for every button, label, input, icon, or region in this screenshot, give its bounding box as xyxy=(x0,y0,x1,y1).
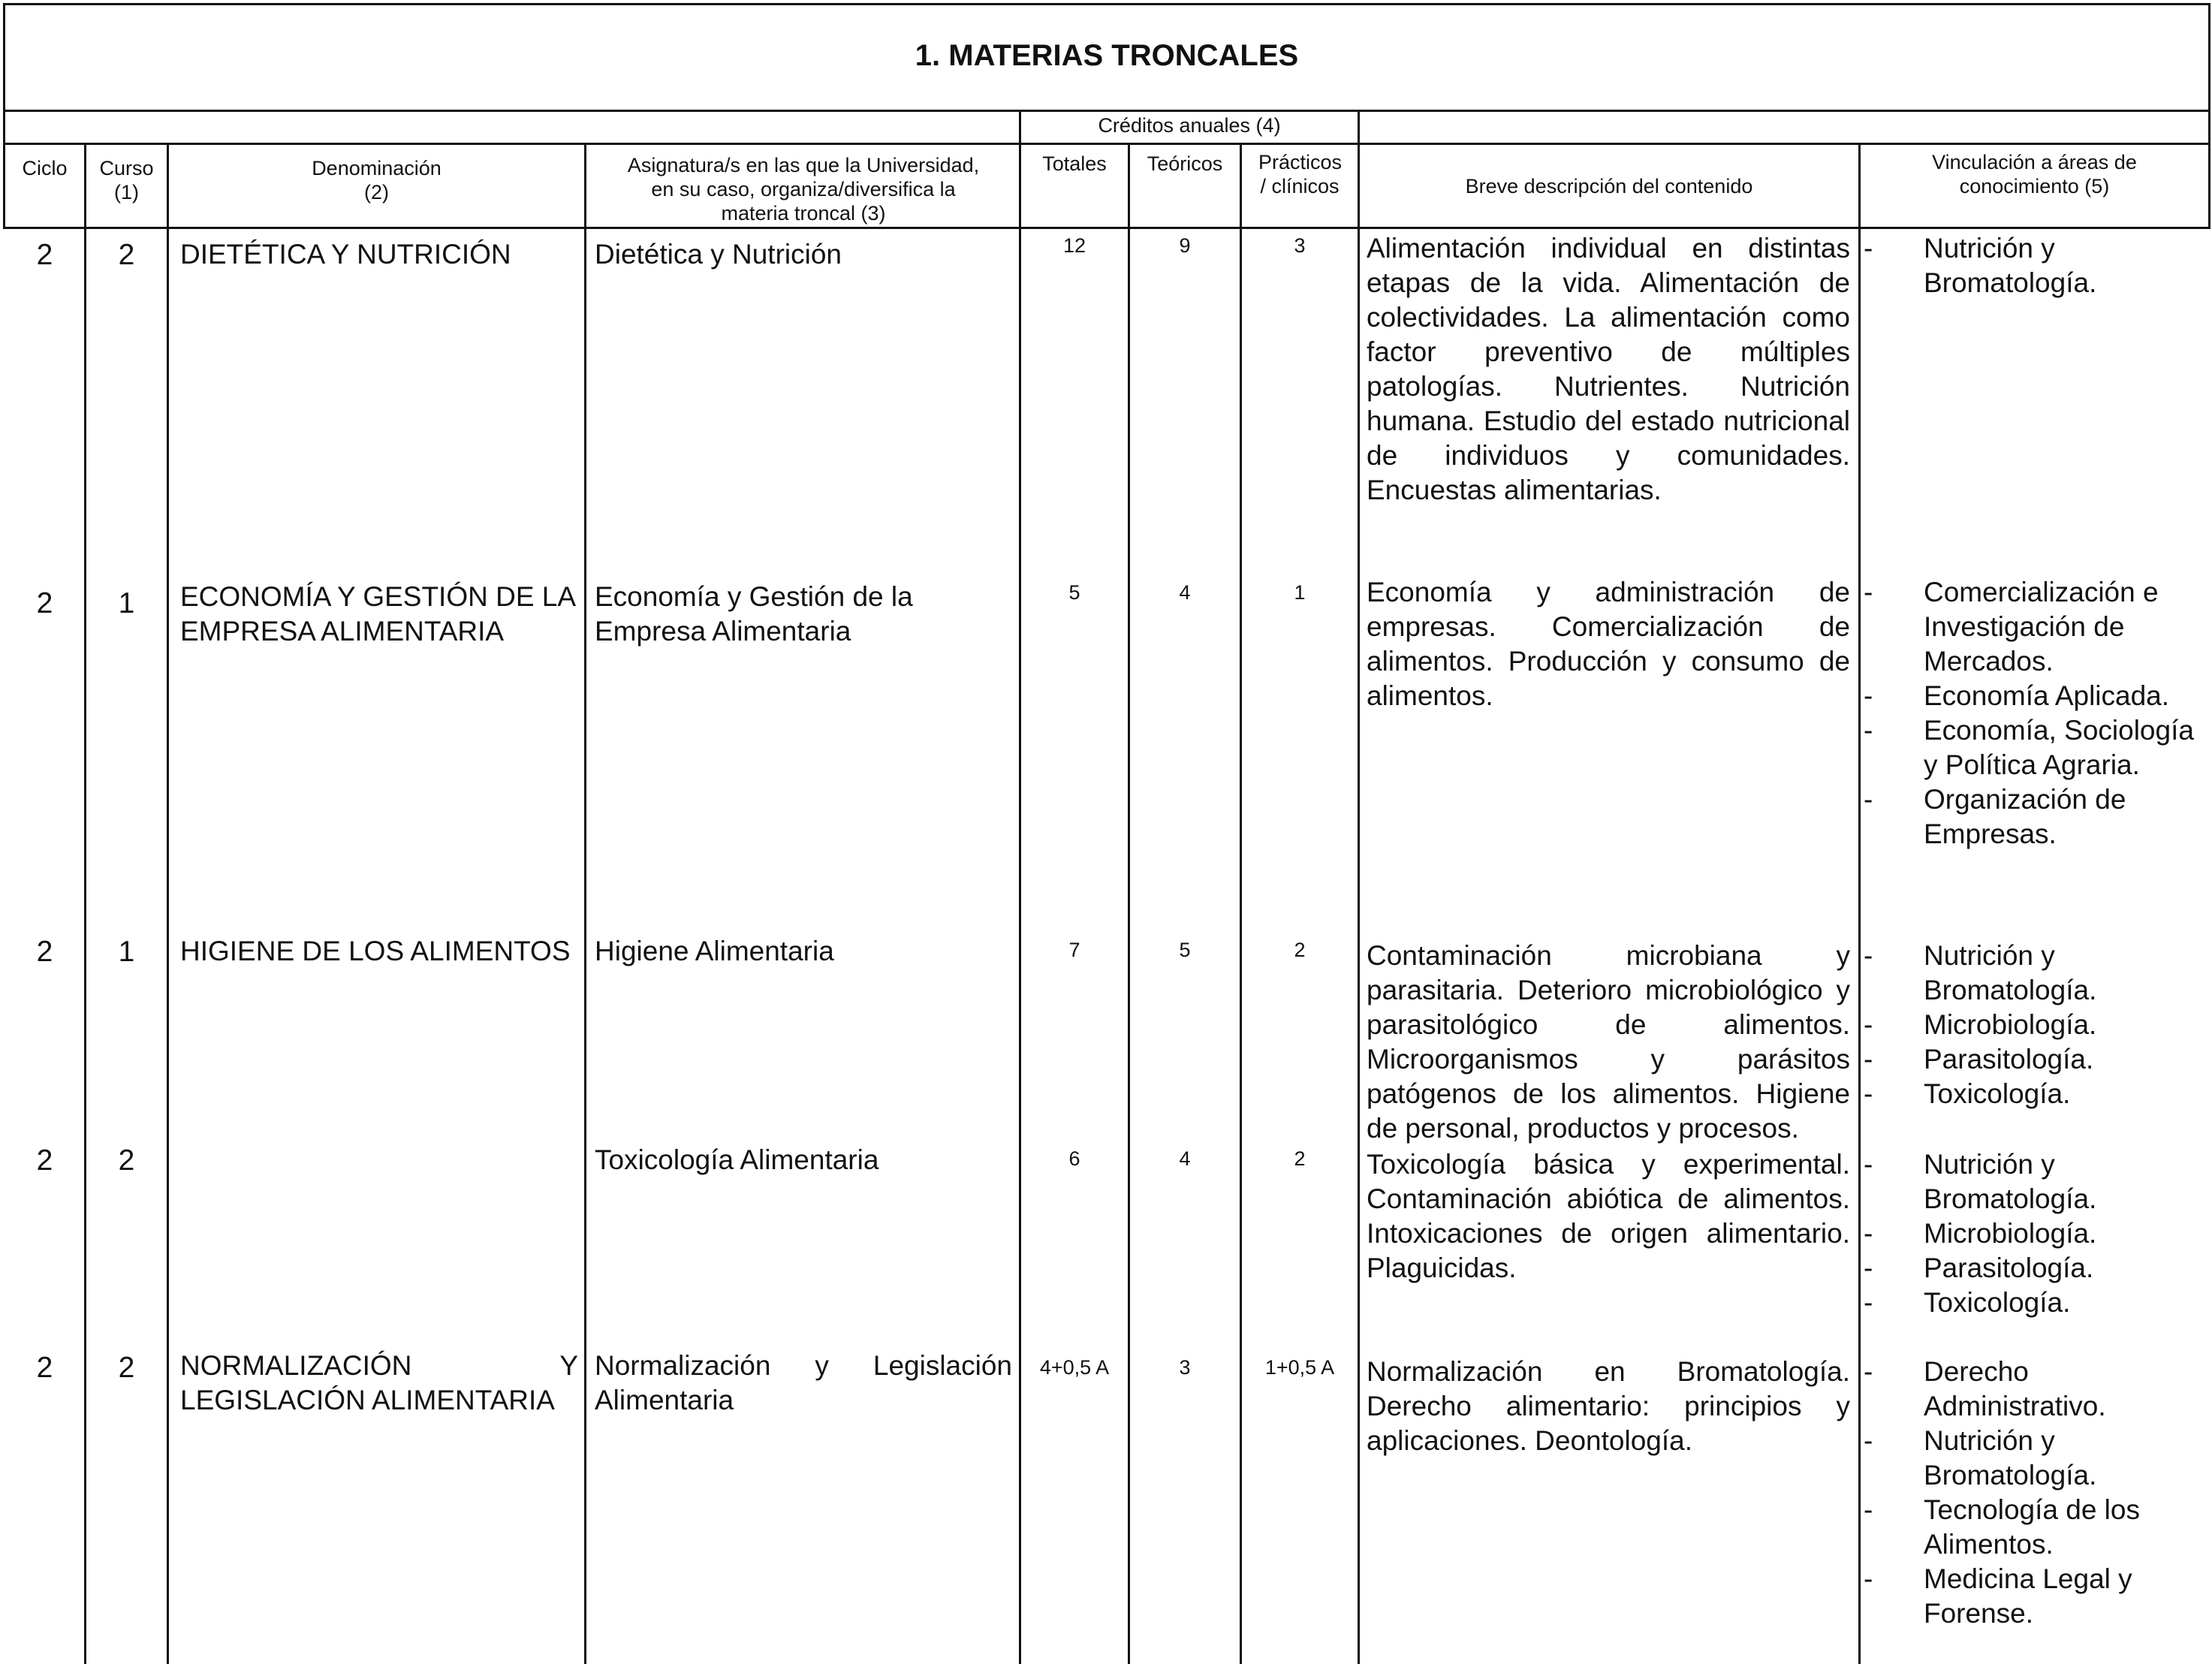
rule-col-totales xyxy=(1128,143,1130,1664)
header-curso: Curso (1) xyxy=(99,157,154,203)
list-item: - Nutrición y Bromatología. xyxy=(1864,233,2097,298)
rule-col-curso xyxy=(167,143,169,1664)
rule-header-bottom xyxy=(3,227,2210,229)
rule-credits-group-bottom xyxy=(3,143,2210,145)
row2-practicos: 1 xyxy=(1294,581,1306,604)
row3-denominacion: HIGIENE DE LOS ALIMENTOS xyxy=(180,936,571,966)
row4-asignatura: Toxicología Alimentaria xyxy=(595,1144,879,1175)
row2-curso: 1 xyxy=(118,587,135,619)
list-item: - Microbiología. xyxy=(1864,1009,2097,1040)
row5-denominacion: NORMALIZACIÓN Y LEGISLACIÓN ALIMENTARIA xyxy=(180,1350,578,1415)
list-item: - Parasitología. xyxy=(1864,1044,2094,1075)
list-item: - Toxicología. xyxy=(1864,1287,2071,1318)
row3-curso: 1 xyxy=(118,936,135,968)
rule-col-teoricos xyxy=(1240,143,1242,1664)
row5-areas xyxy=(1861,1355,2206,1631)
list-item: - Medicina Legal y Forense. xyxy=(1864,1563,2132,1629)
list-item: - Toxicología. xyxy=(1864,1078,2071,1109)
credits-group-label: Créditos anuales (4) xyxy=(1098,114,1281,137)
rule-left-edge xyxy=(3,3,5,227)
list-item: - Microbiología. xyxy=(1864,1218,2097,1249)
row3-asignatura: Higiene Alimentaria xyxy=(595,936,834,966)
rule-top xyxy=(3,3,2210,5)
rule-col-denominacion xyxy=(584,143,586,1664)
header-practicos: Prácticos / clínicos xyxy=(1258,151,1343,197)
row5-ciclo: 2 xyxy=(36,1352,53,1384)
row3-ciclo: 2 xyxy=(36,936,53,968)
row2-teoricos: 4 xyxy=(1179,581,1191,604)
row3-practicos: 2 xyxy=(1294,939,1306,961)
row5-practicos: 1+0,5 A xyxy=(1264,1356,1335,1379)
row1-ciclo: 2 xyxy=(36,239,53,271)
row1-practicos: 3 xyxy=(1294,234,1306,257)
row4-descripcion: Toxicología básica y experimental. Contaminación abiótica de alimentos. Intoxicaciones de origen alimentario. Plaguicidas. xyxy=(1367,1149,1850,1283)
row3-areas xyxy=(1861,939,2206,1111)
rule-credits-left xyxy=(1019,110,1021,1664)
header-vinculacion: Vinculación a áreas de conocimiento (5) xyxy=(1932,151,2137,197)
row1-descripcion: Alimentación individual en distintas etapas de la vida. Alimentación de colectividades. La alimentación como factor preventivo de múltiples patologías. Nutrientes. Nutrición humana. Estudio del estado nutricional de individuos y comunidades. Encuestas alimentarias. xyxy=(1367,233,1850,505)
row1-denominacion: DIETÉTICA Y NUTRICIÓN xyxy=(180,239,511,270)
row5-asignatura: Normalización y Legislación Alimentaria xyxy=(595,1350,1012,1415)
header-asignatura: Asignatura/s en las que la Universidad, en su caso, organiza/diversifica la materia troncal (3) xyxy=(627,154,980,225)
rule-credits-right xyxy=(1358,110,1360,1664)
row2-areas xyxy=(1861,575,2206,852)
list-item: - Nutrición y Bromatología. xyxy=(1864,1425,2097,1491)
row2-asignatura: Economía y Gestión de la Empresa Alimentaria xyxy=(595,581,913,647)
rule-right-edge xyxy=(2208,3,2210,227)
list-item: - Organización de Empresas. xyxy=(1864,784,2126,849)
row5-teoricos: 3 xyxy=(1179,1356,1191,1379)
row4-curso: 2 xyxy=(118,1144,135,1177)
row3-descripcion: Contaminación microbiana y parasitaria. Deterioro microbiológico y parasitológico de alimentos. Microorganismos y parásitos patógenos de los alimentos. Higiene de personal, productos y procesos. xyxy=(1367,940,1850,1144)
row2-totales: 5 xyxy=(1068,581,1080,604)
header-totales: Totales xyxy=(1042,152,1107,175)
list-item: - Nutrición y Bromatología. xyxy=(1864,1149,2097,1214)
list-item: - Tecnología de los Alimentos. xyxy=(1864,1494,2140,1560)
rule-title-bottom xyxy=(3,110,2210,112)
list-item: - Economía, Sociología y Política Agraria. xyxy=(1864,715,2194,780)
row4-teoricos: 4 xyxy=(1179,1147,1191,1170)
header-ciclo: Ciclo xyxy=(22,157,68,179)
row5-descripcion: Normalización en Bromatología. Derecho alimentario: principios y aplicaciones. Deontología. xyxy=(1367,1356,1850,1456)
row4-ciclo: 2 xyxy=(36,1144,53,1177)
row3-teoricos: 5 xyxy=(1179,939,1191,961)
list-item: - Parasitología. xyxy=(1864,1253,2094,1283)
row5-curso: 2 xyxy=(118,1352,135,1384)
row4-totales: 6 xyxy=(1068,1147,1080,1170)
list-item: - Nutrición y Bromatología. xyxy=(1864,940,2097,1005)
header-denominacion: Denominación (2) xyxy=(312,157,441,203)
row1-curso: 2 xyxy=(118,239,135,271)
row5-totales: 4+0,5 A xyxy=(1039,1356,1110,1379)
row1-teoricos: 9 xyxy=(1179,234,1191,257)
row1-areas xyxy=(1861,231,2206,300)
list-item: - Economía Aplicada. xyxy=(1864,680,2170,711)
page-title: 1. MATERIAS TRONCALES xyxy=(915,39,1299,72)
row2-ciclo: 2 xyxy=(36,587,53,619)
row3-totales: 7 xyxy=(1068,939,1080,961)
header-descripcion: Breve descripción del contenido xyxy=(1465,175,1753,197)
row2-denominacion: ECONOMÍA Y GESTIÓN DE LA EMPRESA ALIMENTARIA xyxy=(180,581,575,647)
list-item: - Derecho Administrativo. xyxy=(1864,1356,2106,1421)
row4-areas xyxy=(1861,1147,2206,1320)
header-teoricos: Teóricos xyxy=(1147,152,1223,175)
list-item: - Comercialización e Investigación de Mercados. xyxy=(1864,577,2159,677)
row4-practicos: 2 xyxy=(1294,1147,1306,1170)
row2-descripcion: Economía y administración de empresas. Comercialización de alimentos. Producción y consumo de alimentos. xyxy=(1367,577,1850,711)
rule-col-ciclo xyxy=(84,143,86,1664)
row1-asignatura: Dietética y Nutrición xyxy=(595,239,842,270)
row1-totales: 12 xyxy=(1062,234,1086,257)
